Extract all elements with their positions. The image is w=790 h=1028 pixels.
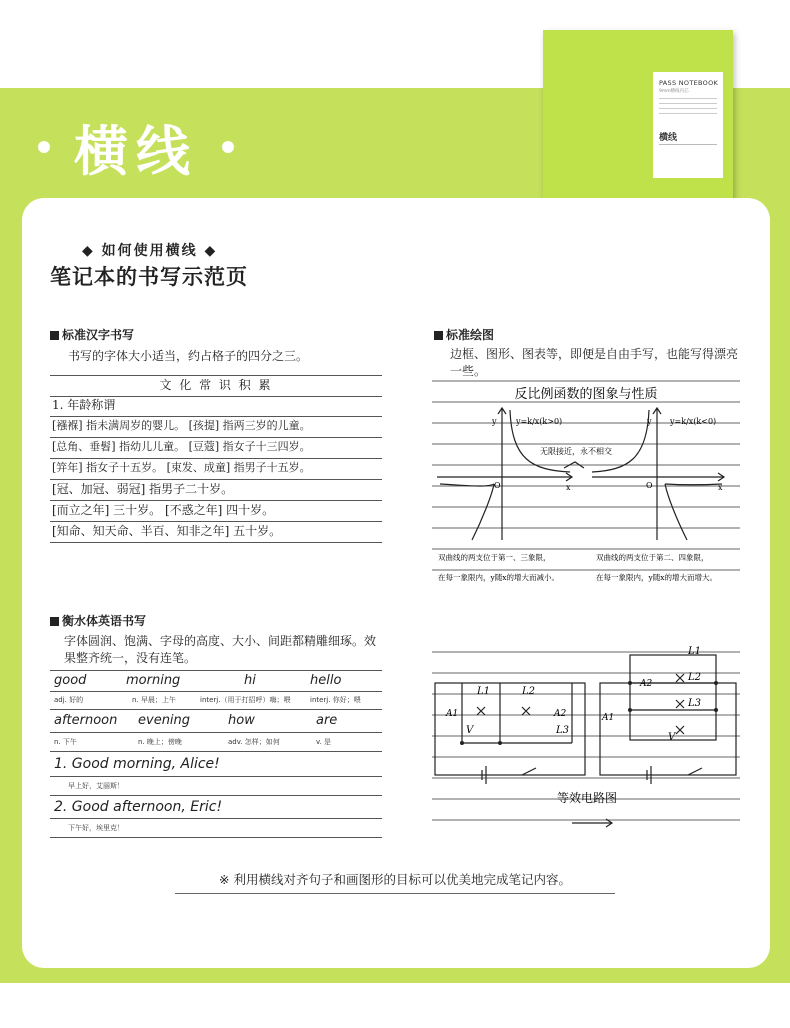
y-label-left: y xyxy=(492,417,497,426)
chinese-line-8: [知命、知天命、半百、知非之年] 五十岁。 xyxy=(50,522,382,543)
english-sentence-1 xyxy=(50,752,382,777)
chinese-line-6: [冠、加冠、弱冠] 指男子二十岁。 xyxy=(50,480,382,501)
x-label-left: x xyxy=(566,483,571,492)
chinese-line-3: [襁褓] 指未满周岁的婴儿。 [孩提] 指两三岁的儿童。 xyxy=(50,417,382,438)
y-label-right: y xyxy=(647,417,652,426)
graph-title: 反比例函数的图象与性质 xyxy=(514,387,658,402)
drawing-section-heading: 标准绘图 xyxy=(434,326,494,343)
label-v-right: V xyxy=(668,732,676,743)
gloss-are: v. 是 xyxy=(316,738,332,746)
label-l2-right: L2 xyxy=(688,672,702,683)
how-to-heading: ◆ 如何使用横线 ◆ xyxy=(82,243,218,259)
gloss-evening: n. 晚上；傍晚 xyxy=(138,738,182,746)
asymptote-note: 无限接近，永不相交 xyxy=(540,447,612,456)
english-sentence-2 xyxy=(50,796,382,819)
origin-right: O xyxy=(646,481,653,490)
notebook-label-underline xyxy=(659,144,717,145)
word-evening: evening xyxy=(138,713,191,728)
equation-left: y=k/x(k>0) xyxy=(516,417,563,426)
word-hello: hello xyxy=(310,673,342,688)
caption-right-2: 在每一象限内，y随x的增大而增大。 xyxy=(596,573,717,582)
english-word-row-1 xyxy=(50,670,382,692)
x-label-right: x xyxy=(718,483,723,492)
sample-page-heading: 笔记本的书写示范页 xyxy=(50,265,248,289)
chinese-section-heading: 标准汉字书写 xyxy=(50,326,134,343)
english-sentence-1-cn-row xyxy=(50,777,382,796)
chinese-line-4: [总角、垂髫] 指幼儿儿童。 [豆蔻] 指女子十三四岁。 xyxy=(50,438,382,459)
english-section-heading: 衡水体英语书写 xyxy=(50,612,146,629)
title-area xyxy=(38,112,234,182)
english-lines xyxy=(50,670,382,840)
chinese-line-1: 文 化 常 识 积 累 xyxy=(50,375,382,397)
dot-right-icon xyxy=(222,141,234,153)
caption-left-2: 在每一象限内，y随x的增大而减小。 xyxy=(438,573,559,582)
footer-underline xyxy=(175,893,615,894)
sentence-2: 2. Good afternoon, Eric! xyxy=(54,799,223,815)
label-a1: A1 xyxy=(446,709,459,719)
gloss-afternoon: n. 下午 xyxy=(54,738,77,746)
word-good: good xyxy=(54,673,87,688)
chinese-line-7: [而立之年] 三十岁。 [不惑之年] 四十岁。 xyxy=(50,501,382,522)
caption-left-1: 双曲线的两支位于第一、三象限， xyxy=(438,553,551,562)
word-how: how xyxy=(228,713,255,728)
chinese-lines xyxy=(50,375,382,550)
notebook-label-lines xyxy=(659,98,717,118)
label-v: V xyxy=(466,725,474,736)
word-afternoon: afternoon xyxy=(54,713,118,728)
gloss-morning: n. 早晨；上午 xyxy=(132,696,176,704)
origin-left: O xyxy=(494,481,501,490)
label-a1-right: A1 xyxy=(602,713,615,723)
sentence-2-translation: 下午好，埃里克！ xyxy=(68,824,124,832)
word-morning: morning xyxy=(126,673,181,688)
gloss-hi: interj.（用于打招呼）嗨；喂 xyxy=(200,696,291,704)
chinese-section-desc: 书写的字体大小适当，约占格子的四分之三。 xyxy=(68,349,309,363)
gloss-hello: interj. 你好；喂 xyxy=(310,696,361,704)
english-section-desc: 字体圆润、饱满、字母的高度、大小、间距都精雕细琢。效果整齐统一，没有连笔。 xyxy=(64,634,377,665)
footer-note: ※ 利用横线对齐句子和画图形的目标可以优美地完成笔记内容。 xyxy=(219,872,571,887)
english-sentence-2-cn-row xyxy=(50,819,382,838)
english-gloss-row-1 xyxy=(50,691,382,710)
dot-left-icon xyxy=(38,141,50,153)
gloss-how: adv. 怎样；如何 xyxy=(228,738,280,746)
drawing-section-desc: 边框、图形、图表等，即便是自由手写，也能写得漂亮一些。 xyxy=(450,347,739,378)
caption-right-1: 双曲线的两支位于第二、四象限， xyxy=(596,553,709,562)
label-l3-right: L3 xyxy=(688,698,702,709)
english-word-row-2 xyxy=(50,710,382,733)
chinese-line-2: 1. 年龄称谓 xyxy=(50,396,382,417)
notebook-sub-line: 9mm横线内芯 xyxy=(659,89,689,94)
label-a2-right: A2 xyxy=(640,679,653,689)
label-l1: L1 xyxy=(477,686,491,697)
chinese-line-5: [笄年] 指女子十五岁。 [束发、成童] 指男子十五岁。 xyxy=(50,459,382,480)
english-gloss-row-2 xyxy=(50,733,382,752)
notebook-label xyxy=(653,72,723,178)
word-hi: hi xyxy=(244,673,256,688)
label-a2: A2 xyxy=(554,709,567,719)
word-are: are xyxy=(316,713,338,728)
label-l2: L2 xyxy=(522,686,536,697)
circuit-diagram xyxy=(432,640,742,835)
label-l3: L3 xyxy=(556,725,570,736)
notebook-label-title: 横线 xyxy=(659,133,678,143)
inverse-function-diagram xyxy=(432,380,742,585)
gloss-good: adj. 好的 xyxy=(54,696,84,704)
equation-right: y=k/x(k<0) xyxy=(670,417,717,426)
sentence-1-translation: 早上好，艾丽斯！ xyxy=(68,782,124,790)
notebook-brand-line: PASS NOTEBOOK xyxy=(659,79,719,87)
circuit-caption: 等效电路图 xyxy=(557,791,618,805)
label-l1-right: L1 xyxy=(688,646,702,657)
sentence-1: 1. Good morning, Alice! xyxy=(54,756,220,772)
page-title: 横线 xyxy=(74,119,198,183)
